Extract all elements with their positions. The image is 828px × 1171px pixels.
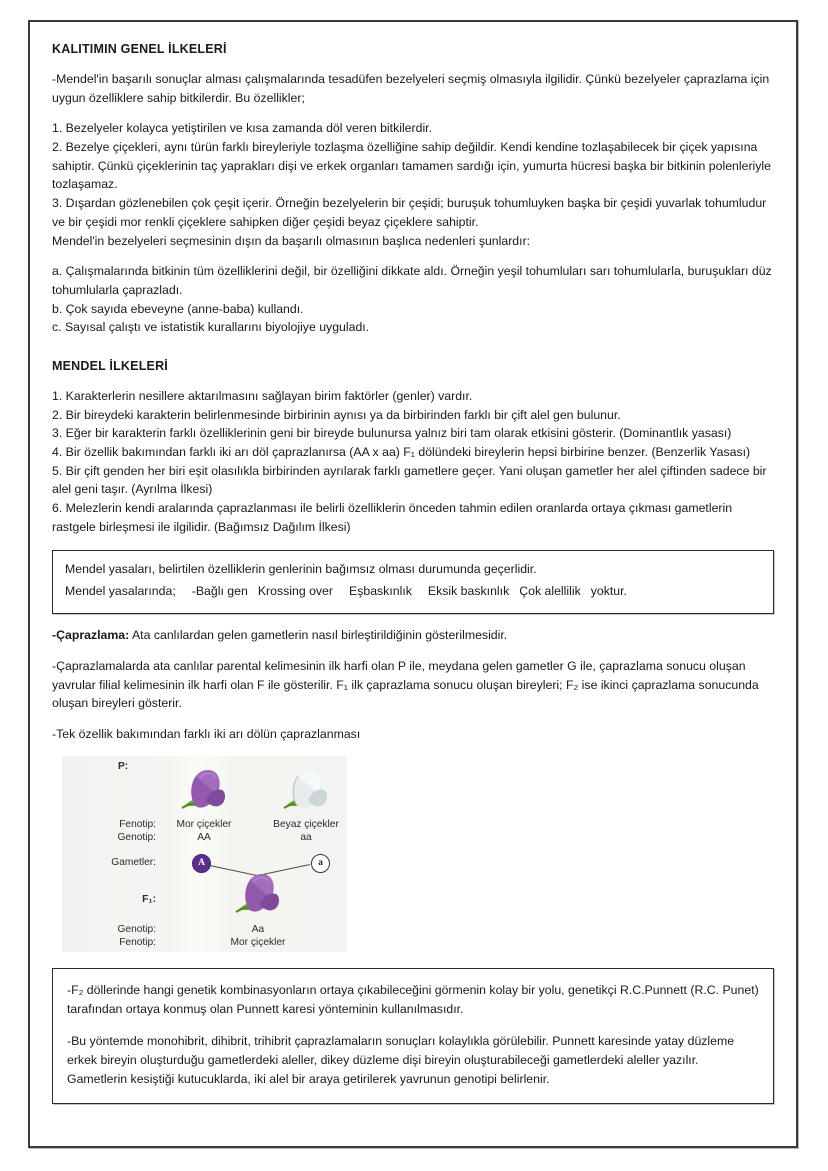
note-tail: yoktur. bbox=[590, 584, 627, 599]
note-item-3: Eksik baskınlık bbox=[427, 584, 510, 599]
list-item: 1. Bezelyeler kolayca yetiştirilen ve kısa zamanda döl veren bitkilerdir. bbox=[52, 121, 433, 136]
page-content bbox=[30, 22, 796, 1126]
pea-properties-list bbox=[52, 119, 774, 250]
note-item-1: Krossing over bbox=[257, 584, 333, 599]
intro-paragraph: -Mendel'in başarılı sonuçlar alması çalışmalarında tesadüfen bezelyeleri seçmiş olmasıyla ilgilidir. Çünkü bezelyeler çaprazlama için uygun özelliklere sahip bitkilerdir. Bu özellikler; bbox=[52, 72, 770, 105]
mendel-principles-title: MENDEL İLKELERİ bbox=[52, 358, 168, 373]
diagram-label-parental: P: bbox=[118, 760, 129, 772]
cross-caption: -Tek özellik bakımından farklı iki arı dölün çaprazlanması bbox=[52, 727, 361, 741]
parent2-phenotype-value: Beyaz çiçekler bbox=[273, 818, 339, 830]
note-item-0: -Bağlı gen bbox=[191, 584, 248, 599]
success-reasons-list bbox=[52, 262, 774, 337]
list-item: 5. Bir çift genden her biri eşit olasılıkla birbirinden ayrılarak farklı gametlere geçer. Yani oluşan gametler her alel çiftinden sadece bir alel geni taşır. (Ayrılma İlkesi) bbox=[52, 463, 767, 497]
parent1-phenotype-value: Mor çiçekler bbox=[176, 818, 232, 830]
parent1-genotype-value: AA bbox=[197, 831, 211, 843]
gamete-recessive-allele: a bbox=[311, 854, 330, 873]
caprazlama-text: Ata canlılardan gelen gametlerin nasıl birleştirildiğinin gösterilmesidir. bbox=[129, 628, 508, 643]
caprazlama-definition bbox=[52, 626, 774, 645]
list-item: c. Sayısal çalıştı ve istatistik kurallarını biyolojiye uyguladı. bbox=[52, 320, 370, 335]
monohybrid-cross-diagram bbox=[62, 756, 347, 952]
f1-genotype-value: Aa bbox=[251, 923, 265, 935]
gamete-dominant-allele: A bbox=[192, 854, 211, 873]
purple-flower-icon bbox=[176, 762, 232, 814]
note-lead: Mendel yasalarında; bbox=[65, 584, 176, 599]
list-item: Mendel'in bezelyeleri seçmesinin dışın da başarılı olmasının başlıca nedenleri şunlardır: bbox=[52, 233, 531, 248]
diagram-label-genotype-p: Genotip: bbox=[117, 831, 156, 843]
diagram-label-phenotype-f1: Fenotip: bbox=[119, 936, 156, 948]
list-item: 3. Eğer bir karakterin farklı özelliklerinin geni bir bireyde bulunursa yalnız biri tam olarak etkisini gösterir. (Dominantlık yasası) bbox=[52, 426, 732, 441]
note-item-2: Eşbaskınlık bbox=[349, 584, 412, 599]
list-item: 2. Bir bireydeki karakterin belirlenmesinde birbirinin aynısı ya da birbirinden farklı bir çift alel gen bulunur. bbox=[52, 407, 621, 422]
list-item: 2. Bezelye çiçekleri, aynı türün farklı bireyleriyle tozlaşma özelliğine sahip değildir. Kendi kendine tozlaşabilecek bir çiçek yapısına sahiptir. Çünkü çiçeklerinin taç yaprakları dişi ve erkek organları tamamen sardığı için, yumurta hücresi başka bir bitkinin polenleriyle tozlaşamaz. bbox=[52, 140, 772, 192]
caprazlama-term: -Çaprazlama: bbox=[52, 628, 130, 643]
f1-purple-flower-icon bbox=[230, 866, 286, 918]
mendel-laws-list bbox=[52, 387, 774, 537]
list-item: a. Çalışmalarında bitkinin tüm özelliklerini değil, bir özelliğini dikkate aldı. Örneğin yeşil tohumluları sarı tohumlularla, buruşukları düz tohumlularla çaprazladı. bbox=[52, 264, 772, 297]
list-item: 4. Bir özellik bakımından farklı iki arı döl çaprazlanırsa (AA x aa) F₁ dölündeki bireylerin hepsi birbirine benzer. (Benzerlik Yasası) bbox=[52, 445, 751, 459]
mendel-note-box bbox=[52, 550, 774, 614]
page-title: KALITIMIN GENEL İLKELERİ bbox=[52, 42, 227, 56]
diagram-label-genotype-f1: Genotip: bbox=[117, 923, 156, 935]
parent2-genotype-value: aa bbox=[300, 831, 312, 843]
document-page bbox=[28, 20, 798, 1148]
list-item: 6. Melezlerin kendi aralarında çaprazlanması ile belirli özelliklerin önceden tahmin edilen oranlarda ortaya çıkması gametlerin rastgele birleşmesi ile ilgilidir. (Bağımsız Dağılım İlkesi) bbox=[52, 501, 733, 534]
list-item: 3. Dışardan gözlenebilen çok çeşit içerir. Örneğin bezelyelerin bir çeşidi; buruşuk tohumluyken başka bir çeşidi yuvarlak tohumludur ve bir çeşidi mor renkli çiçeklere sahipken diğer çeşidi beyaz çiçeklere sahiptir. bbox=[52, 196, 767, 229]
note-line-2 bbox=[65, 582, 761, 602]
punnett-paragraph-2: -Bu yöntemde monohibrit, dihibrit, trihibrit çaprazlamaların sonuçları kolaylıkla görülebilir. Punnett karesinde yatay düzleme erkek bireyin oluşturduğu gametlerdeki aleller, dikey düzleme dişi bireyin oluşturabileceği gametlerdeki aleller yazılır. Gametlerin kesiştiği kutucuklarda, iki alel bir araya getirilerek yavrunun genotipi belirlenir. bbox=[67, 1033, 735, 1086]
f1-phenotype-value: Mor çiçekler bbox=[230, 936, 286, 948]
diagram-label-phenotype-p: Fenotip: bbox=[119, 818, 156, 830]
diagram-label-f1: F₁: bbox=[142, 893, 156, 905]
note-item-4: Çok alellilik bbox=[519, 584, 581, 599]
punnett-paragraph-1: -F₂ döllerinde hangi genetik kombinasyonların ortaya çıkabileceğini görmenin kolay bir yolu, genetikçi R.C.Punnett (R.C. Punet) tarafından ortaya konmuş olan Punnett karesi yönteminin kullanılmasıdır. bbox=[67, 982, 759, 1016]
punnett-info-box bbox=[52, 968, 774, 1104]
diagram-label-gametes: Gametler: bbox=[111, 856, 156, 868]
list-item: b. Çok sayıda ebeveyne (anne-baba) kullandı. bbox=[52, 301, 304, 316]
white-flower-icon bbox=[278, 762, 334, 814]
caprazlama-detail-paragraph: -Çaprazlamalarda ata canlılar parental kelimesinin ilk harfi olan P ile, meydana gelen gametler G ile, çaprazlama sonucu oluşan yavrular filial kelimesinin ilk harfi olan F ile gösterilir. F₁ ilk çaprazlama sonucu oluşan bireyleri; F₂ ise ikinci çaprazlama sonucunda oluşan bireyleri gösterir. bbox=[52, 658, 759, 711]
list-item: 1. Karakterlerin nesillere aktarılmasını sağlayan birim faktörler (genler) vardır. bbox=[52, 388, 473, 403]
note-line-1: Mendel yasaları, belirtilen özelliklerin genlerinin bağımsız olması durumunda geçerlidir. bbox=[65, 562, 537, 577]
